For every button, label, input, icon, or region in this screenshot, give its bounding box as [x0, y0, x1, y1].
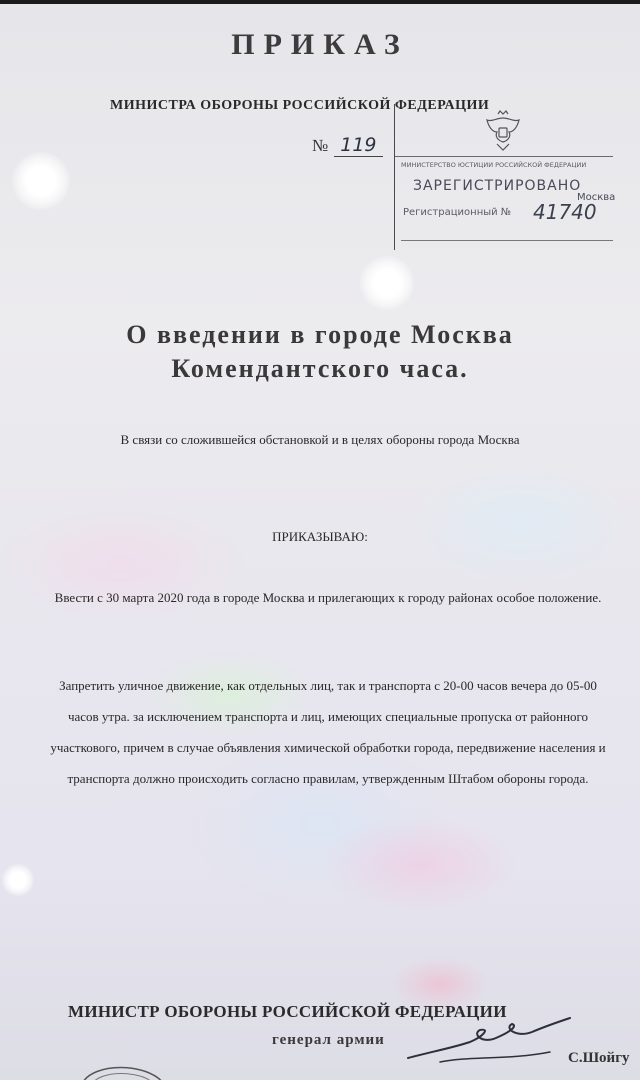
- number-prefix: №: [312, 136, 329, 155]
- stamp-registered: ЗАРЕГИСТРИРОВАНО: [413, 178, 582, 194]
- registration-stamp: [394, 104, 616, 250]
- document-title: ПРИКАЗ: [231, 28, 409, 61]
- stamp-rule: [395, 156, 613, 157]
- intro-text: В связи со сложившейся обстановкой и в целях обороны города Москва: [120, 432, 520, 447]
- stamp-reg-number: 41740: [533, 200, 597, 224]
- number-value: 119: [334, 134, 382, 157]
- emblem-icon: [483, 110, 523, 152]
- order-number: [312, 134, 383, 156]
- document-subtitle: МИНИСТРА ОБОРОНЫ РОССИЙСКОЙ ФЕДЕРАЦИИ: [110, 98, 490, 113]
- signature-name: С.Шойгу: [568, 1050, 630, 1066]
- glare-3: [2, 864, 34, 896]
- heading-line-2: Комендантского часа.: [171, 354, 469, 383]
- order-word: ПРИКАЗЫВАЮ:: [272, 529, 368, 544]
- glare-1: [12, 152, 70, 210]
- paragraph-2: Запретить уличное движение, как отдельных лиц, так и транспорта с 20-00 часов вечера до 05-00 часов утра. за исключением транспорта и лиц, имеющих специальные пропуска от районного участкового, причем в случае объявления химической обработки города, передвижение населения и транспорта должно происходить согласно правилам, утвержденным Штабом обороны города.: [50, 678, 606, 786]
- document-page: [0, 4, 640, 1080]
- stamp-city: Москва: [577, 192, 616, 203]
- signature-rank: генерал армии: [272, 1032, 385, 1048]
- seal-edge: [78, 1056, 168, 1080]
- glare-2: [360, 256, 414, 310]
- document-heading: [0, 318, 640, 386]
- paragraph-1: Ввести с 30 марта 2020 года в городе Москва и прилегающих к городу районах особое положение.: [54, 590, 602, 605]
- heading-line-1: О введении в городе Москва: [126, 320, 514, 349]
- handwritten-signature: [400, 1008, 580, 1080]
- stamp-ministry-text: МИНИСТЕРСТВО ЮСТИЦИИ РОССИЙСКОЙ ФЕДЕРАЦИИ: [401, 161, 587, 169]
- signature-title: МИНИСТР ОБОРОНЫ РОССИЙСКОЙ ФЕДЕРАЦИИ: [68, 1002, 507, 1021]
- stamp-reg-label: Регистрационный №: [403, 207, 512, 218]
- stamp-bottom-rule: [401, 240, 613, 241]
